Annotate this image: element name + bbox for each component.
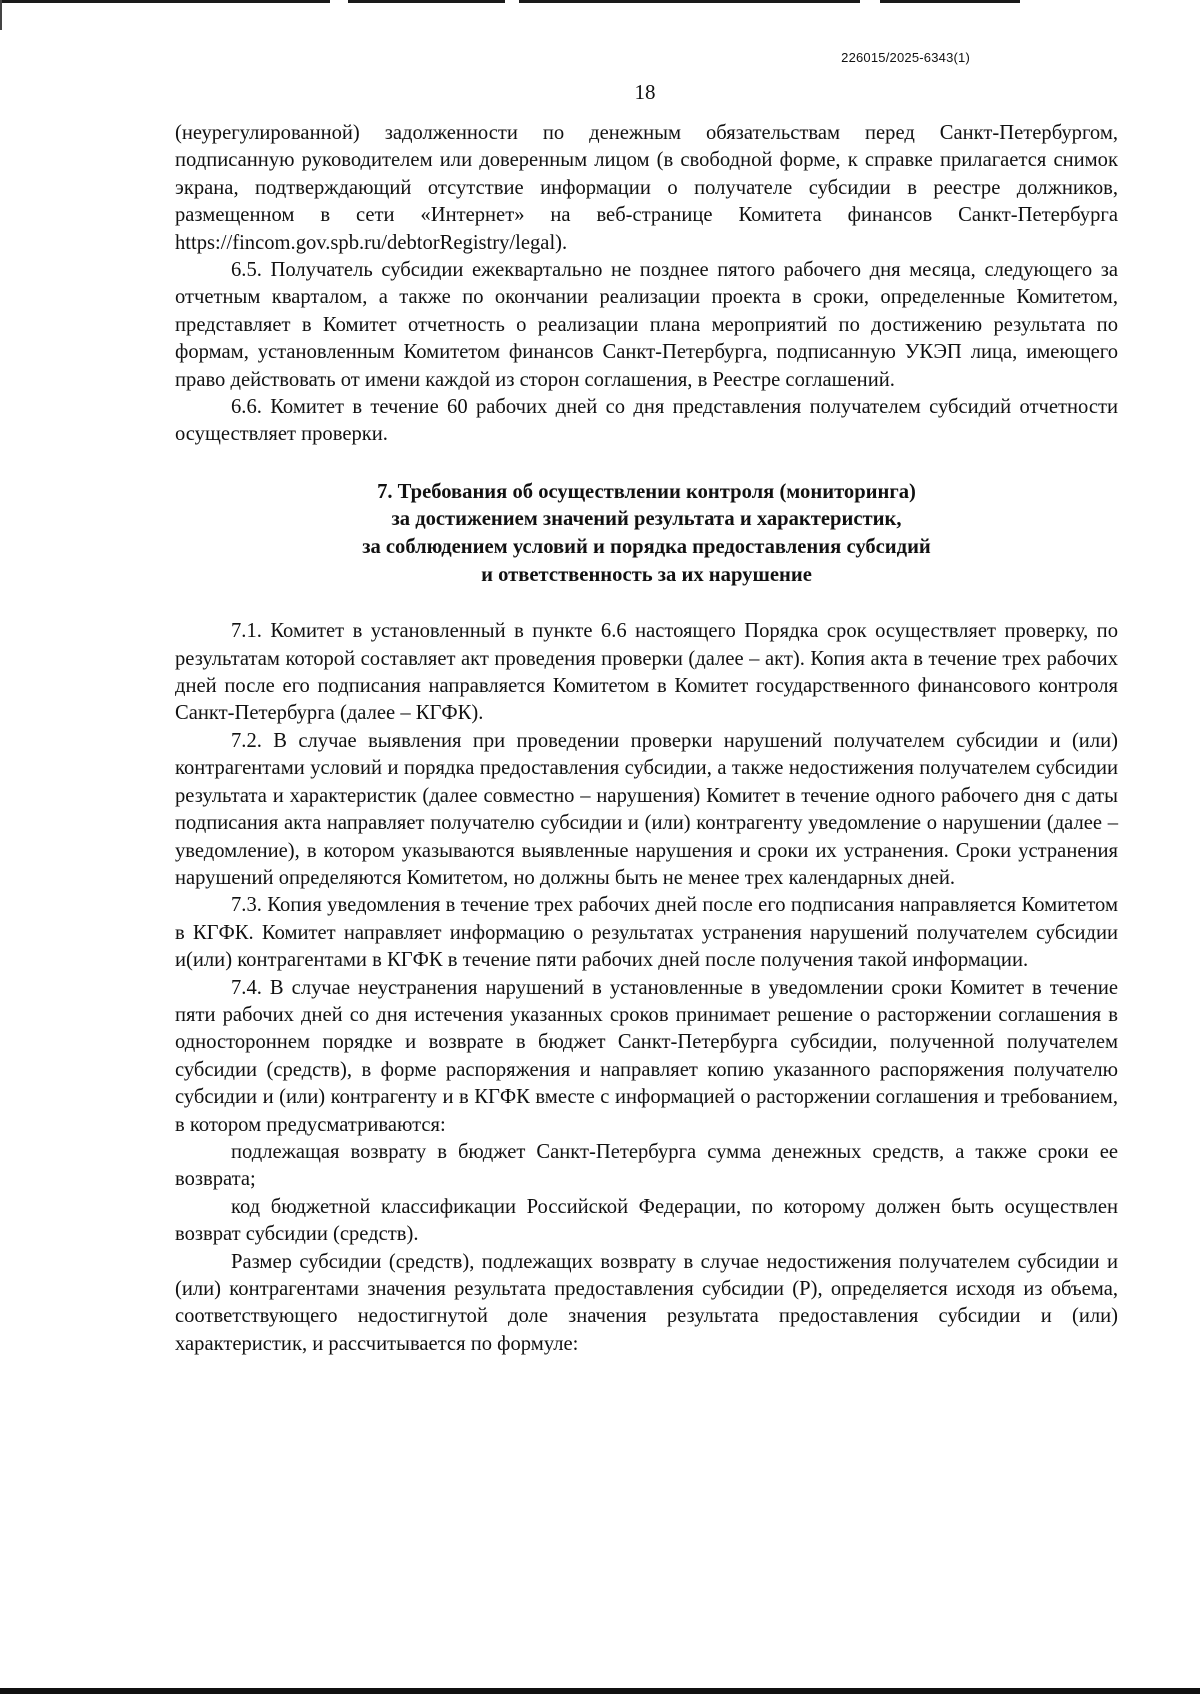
paragraph-6-5: 6.5. Получатель субсидии ежеквартально не позднее пятого рабочего дня месяца, следующего за отчетным кварталом, а также по окончании реализации проекта в сроки, определенные Комитетом, представляет в Комитет отчетность о реализации плана мероприятий по достижению результата по формам, установленным Комитетом финансов Санкт-Петербурга, подписанную УКЭП лица, имеющего право действовать от имени каждой из сторон соглашения, в Реестре соглашений. <box>175 259 1118 391</box>
page-number: 18 <box>634 80 656 104</box>
list-item-refund-amount: подлежащая возврату в бюджет Санкт-Петербурга сумма денежных средств, а также сроки ее возврата; <box>175 1140 1118 1191</box>
paragraph-refund-formula-intro: Размер субсидии (средств), подлежащих возврату в случае недостижения получателем субсидии и (или) контрагентами значения результата предоставления субсидии (Р), определяется исходя из объема, соответствующего недостигнутой доле значения результата предоставления субсидии и (или) характеристик, и рассчитывается по формуле: <box>175 1250 1118 1355</box>
heading-line: за соблюдением условий и порядка предоставления субсидий <box>362 536 931 559</box>
paragraph-7-4: 7.4. В случае неустранения нарушений в установленные в уведомлении сроки Комитет в течение пяти рабочих дней со дня истечения указанных сроков принимает решение о расторжении соглашения в одностороннем порядке и возврате в бюджет Санкт-Петербурга субсидии, полученной получателем субсидии (средств), в форме распоряжения и направляет копию указанного распоряжения получателю субсидии и (или) контрагенту и в КГФК вместе с информацией о расторжении соглашения и требованием, в котором предусматриваются: <box>175 976 1118 1136</box>
scan-border-gap <box>860 0 880 3</box>
list-item-budget-code: код бюджетной классификации Российской Федерации, по которому должен быть осуществлен возврат субсидии (средств). <box>175 1195 1118 1246</box>
paragraph-6-6: 6.6. Комитет в течение 60 рабочих дней со дня представления получателем субсидий отчетности осуществляет проверки. <box>175 396 1118 446</box>
scan-border-left <box>0 0 2 30</box>
heading-line: и ответственность за их нарушение <box>481 563 812 586</box>
heading-line: за достижением значений результата и характеристик, <box>391 508 902 531</box>
paragraph-7-3: 7.3. Копия уведомления в течение трех рабочих дней после его подписания направляется Комитетом в КГФК. Комитет направляет информацию о результатах устранения нарушений получателем субсидии и(или) контрагентами в КГФК в течение пяти рабочих дней после получения такой информации. <box>175 894 1118 972</box>
heading-line: 7. Требования об осуществлении контроля (мониторинга) <box>377 480 916 503</box>
paragraph-7-1: 7.1. Комитет в установленный в пункте 6.6 настоящего Порядка срок осуществляет проверку, по результатам которой составляет акт проведения проверки (далее – акт). Копия акта в течение трех рабочих дней после его подписания направляется Комитетом в Комитет государственного финансового контроля Санкт-Петербурга (далее – КГФК). <box>175 620 1118 725</box>
document-body <box>175 120 1118 1358</box>
scan-border-gap <box>330 0 348 3</box>
scan-border-bottom <box>0 1688 1200 1694</box>
paragraph-continuation: (неурегулированной) задолженности по денежным обязательствам перед Санкт-Петербургом, подписанную руководителем или доверенным лицом (в свободной форме, к справке прилагается снимок экрана, подтверждающий отсутствие информации о получателе субсидии в реестре должников, размещенном в сети «Интернет» на веб-странице Комитета финансов Санкт-Петербурга https://fincom.gov.spb.ru/debtorRegistry/legal). <box>175 122 1118 254</box>
scan-border-gap <box>505 0 519 3</box>
document-registration-number: 226015/2025-6343(1) <box>841 50 970 65</box>
paragraph-7-2: 7.2. В случае выявления при проведении проверки нарушений получателем субсидии и (или) контрагентами условий и порядка предоставления субсидии, а также недостижения получателем субсидии результата и характеристик (далее совместно – нарушения) Комитет в течение одного рабочего дня с даты подписания акта направляет получателю субсидии и (или) контрагенту уведомление о нарушении (далее – уведомление), в котором указываются выявленные нарушения и сроки их устранения. Сроки устранения нарушений определяются Комитетом, но должны быть не менее трех календарных дней. <box>175 729 1118 889</box>
section-7-heading <box>175 479 1118 589</box>
